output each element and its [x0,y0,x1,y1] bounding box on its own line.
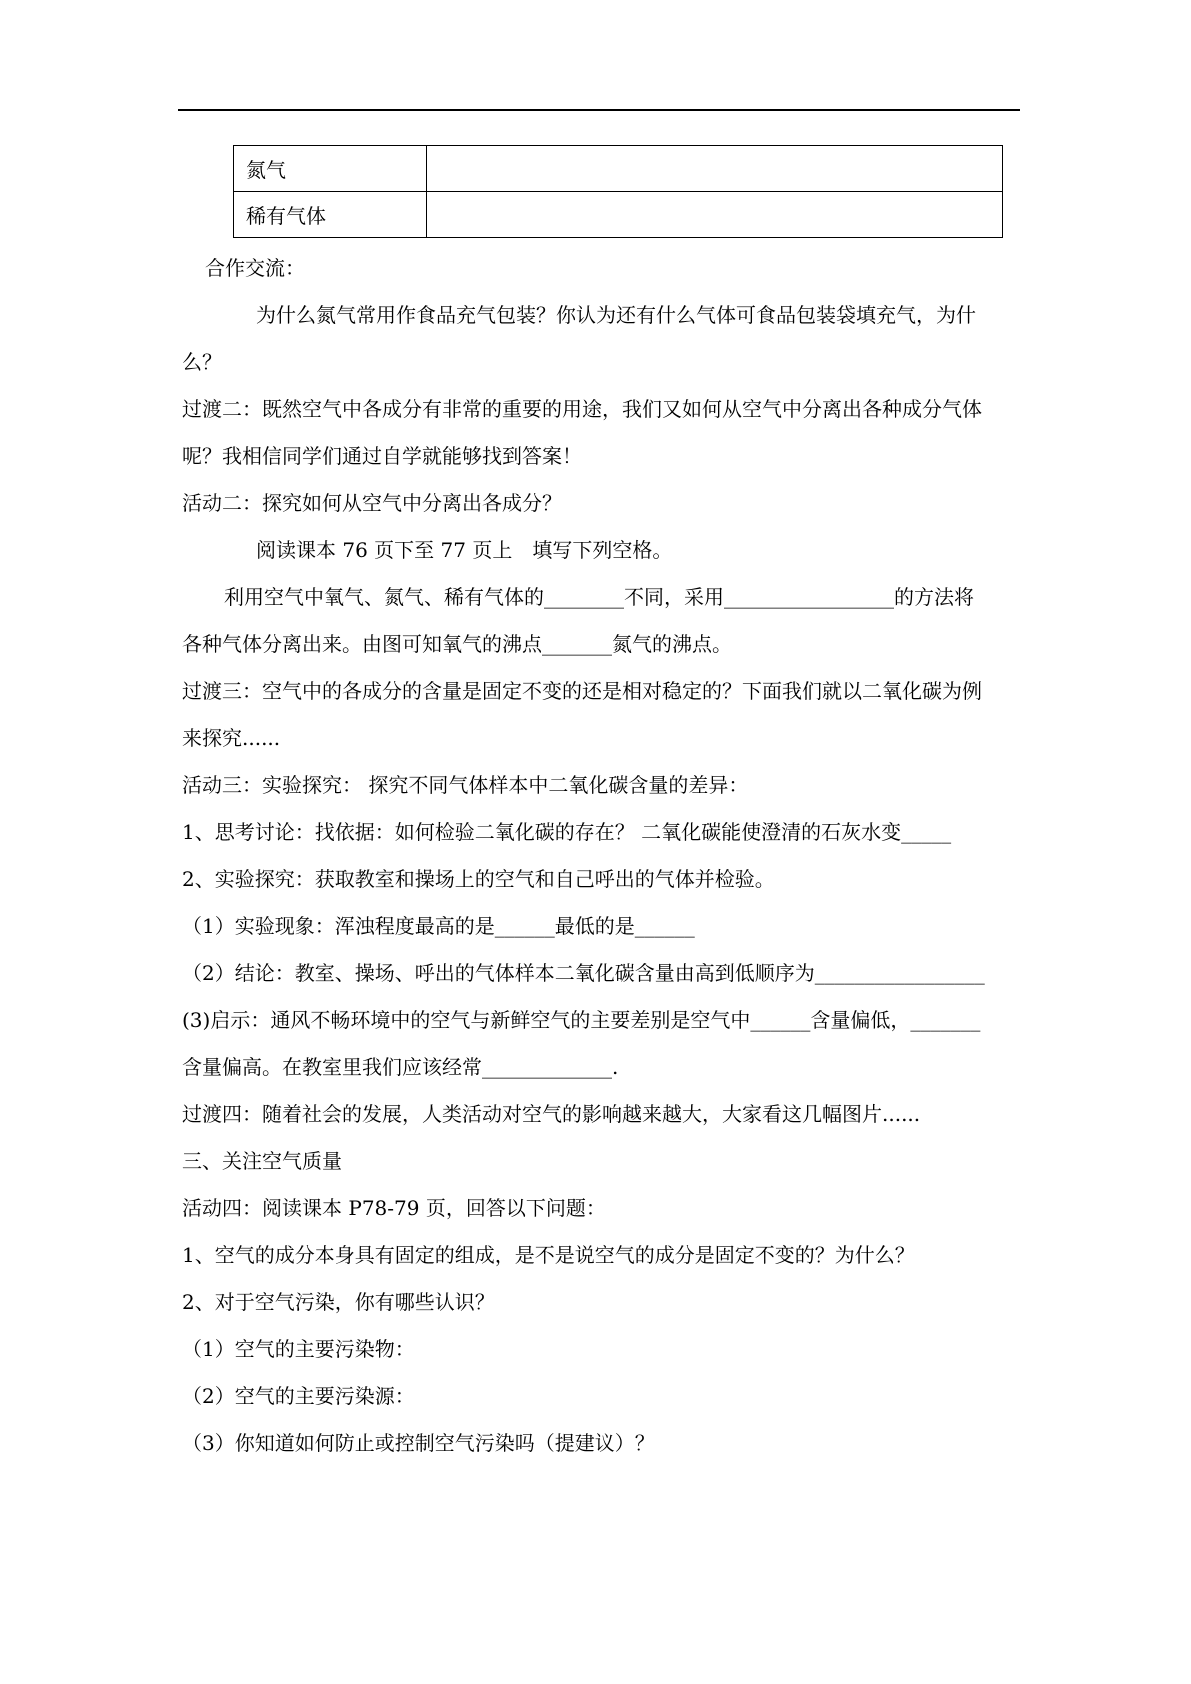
paragraph-line: 利用空气中氧气、氮气、稀有气体的________不同，采用_________________的方法将 [224,585,974,609]
paragraph-line: 过渡四：随着社会的发展，人类活动对空气的影响越来越大，大家看这几幅图片...... [182,1102,921,1126]
gas-name-cell: 氮气 [234,146,427,192]
section-heading: 三、关注空气质量 [182,1149,342,1173]
section-heading: 合作交流： [205,256,305,280]
paragraph-line: 2、实验探究：获取教室和操场上的空气和自己呼出的气体并检验。 [182,867,775,891]
activity-heading: 活动三：实验探究： 探究不同气体样本中二氧化碳含量的差异： [182,773,749,797]
paragraph-line: 么？ [182,350,222,374]
paragraph-line: 含量偏高。在教室里我们应该经常_____________. [182,1055,619,1079]
header-rule [178,109,1020,111]
paragraph-line: (3)启示：通风不畅环境中的空气与新鲜空气的主要差别是空气中______含量偏低，_______ [182,1008,981,1032]
paragraph-line: 呢？我相信同学们通过自学就能够找到答案！ [182,444,582,468]
gas-name-cell: 稀有气体 [234,192,427,238]
paragraph-line: 过渡三：空气中的各成分的含量是固定不变的还是相对稳定的？下面我们就以二氧化碳为例 [182,679,982,703]
paragraph-line: 为什么氮气常用作食品充气包装？你认为还有什么气体可食品包装袋填充气，为什 [256,303,976,327]
paragraph-line: （3）你知道如何防止或控制空气污染吗（提建议）？ [182,1431,655,1455]
paragraph-line: （1）空气的主要污染物： [182,1337,415,1361]
paragraph-line: 过渡二：既然空气中各成分有非常的重要的用途，我们又如何从空气中分离出各种成分气体 [182,397,982,421]
table-row [234,146,1003,192]
activity-heading: 活动四：阅读课本 P78-79 页，回答以下问题： [182,1196,606,1220]
paragraph-line: （2）空气的主要污染源： [182,1384,415,1408]
table-row [234,192,1003,238]
gas-use-cell [427,192,1003,238]
gas-use-table [233,145,1003,238]
paragraph-line: 来探究...... [182,726,281,750]
activity-heading: 活动二：探究如何从空气中分离出各成分？ [182,491,562,515]
paragraph-line: 阅读课本 76 页下至 77 页上 填写下列空格。 [256,538,673,562]
paragraph-line: （1）实验现象：浑浊程度最高的是______最低的是______ [182,914,695,938]
paragraph-line: 1、思考讨论：找依据：如何检验二氧化碳的存在？ 二氧化碳能使澄清的石灰水变_____ [182,820,952,844]
gas-use-cell [427,146,1003,192]
paragraph-line: 各种气体分离出来。由图可知氧气的沸点_______氮气的沸点。 [182,632,732,656]
paragraph-line: （2）结论：教室、操场、呼出的气体样本二氧化碳含量由高到低顺序为_________________ [182,961,985,985]
paragraph-line: 2、对于空气污染，你有哪些认识？ [182,1290,495,1314]
paragraph-line: 1、空气的成分本身具有固定的组成，是不是说空气的成分是固定不变的？为什么？ [182,1243,915,1267]
